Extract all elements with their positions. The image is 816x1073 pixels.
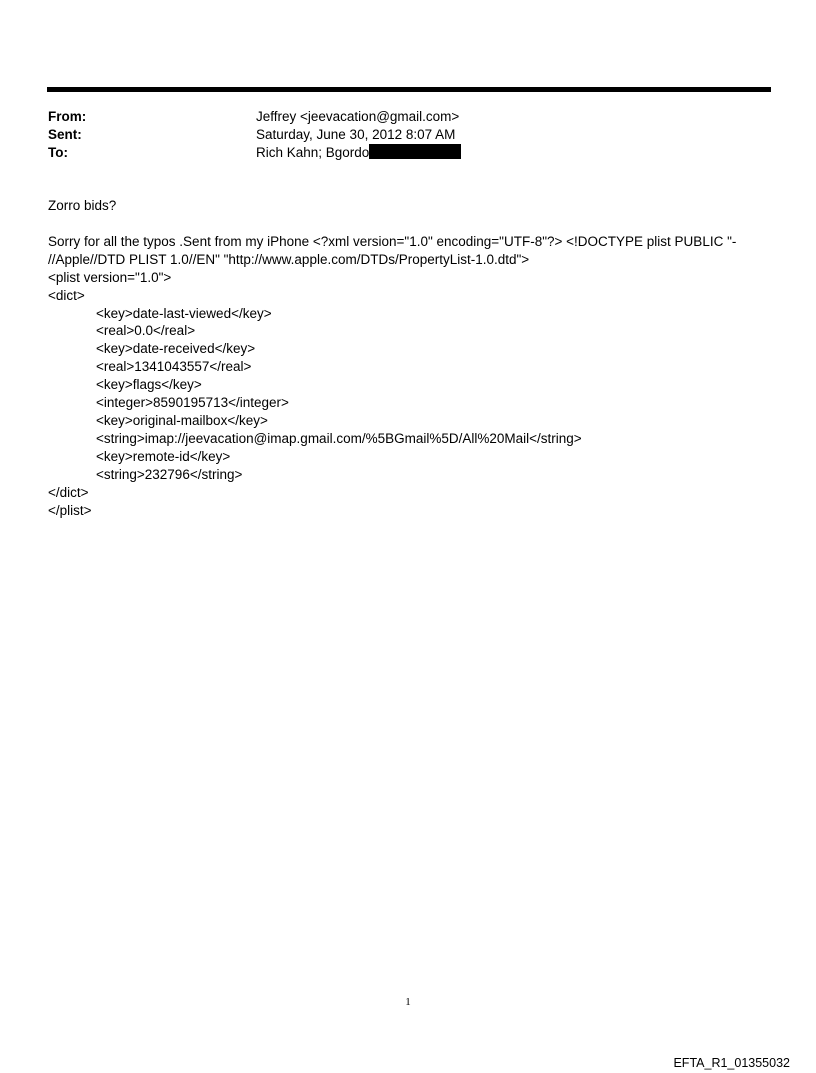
plist-entry: <key>date-last-viewed</key> [96, 305, 272, 321]
email-body [48, 197, 748, 519]
to-value-container [256, 144, 461, 162]
header-divider [47, 87, 771, 92]
from-value: Jeffrey <jeevacation@gmail.com> [256, 109, 460, 124]
email-header [48, 108, 748, 162]
dict-close-tag: </dict> [48, 484, 89, 500]
from-label: From: [48, 109, 87, 124]
sent-label: Sent: [48, 127, 82, 142]
dict-open-tag: <dict> [48, 287, 85, 303]
plist-entry: <key>remote-id</key> [96, 448, 231, 464]
from-row [48, 108, 748, 126]
plist-entry: <integer>8590195713</integer> [96, 395, 289, 411]
to-label: To: [48, 145, 68, 160]
redaction-block [369, 144, 461, 159]
plist-entry: <key>flags</key> [96, 377, 202, 393]
greeting-text: Zorro bids? [48, 198, 117, 213]
plist-entry: <string>232796</string> [96, 466, 243, 482]
plist-entry: <key>date-received</key> [96, 341, 256, 357]
plist-entry: <key>original-mailbox</key> [96, 412, 268, 428]
sent-row [48, 126, 748, 144]
signature-line-2: //Apple//DTD PLIST 1.0//EN" "http://www.apple.com/DTDs/PropertyList-1.0.dtd"> [48, 251, 530, 267]
to-value: Rich Kahn; Bgordo [256, 145, 370, 160]
paragraph-gap [48, 215, 748, 233]
to-row [48, 144, 748, 162]
page-number: 1 [405, 996, 411, 1008]
plist-entry: <string>imap://jeevacation@imap.gmail.com/%5BGmail%5D/All%20Mail</string> [96, 430, 582, 446]
signature-line-1: Sorry for all the typos .Sent from my iPhone <?xml version="1.0" encoding="UTF-8"?> <!DOCTYPE plist PUBLIC "- [48, 233, 737, 249]
plist-open-tag: <plist version="1.0"> [48, 269, 172, 285]
plist-close-tag: </plist> [48, 502, 92, 518]
document-id: EFTA_R1_01355032 [673, 1056, 790, 1070]
sent-value: Saturday, June 30, 2012 8:07 AM [256, 127, 456, 142]
plist-entry: <real>1341043557</real> [96, 359, 252, 375]
plist-entry: <real>0.0</real> [96, 323, 196, 339]
